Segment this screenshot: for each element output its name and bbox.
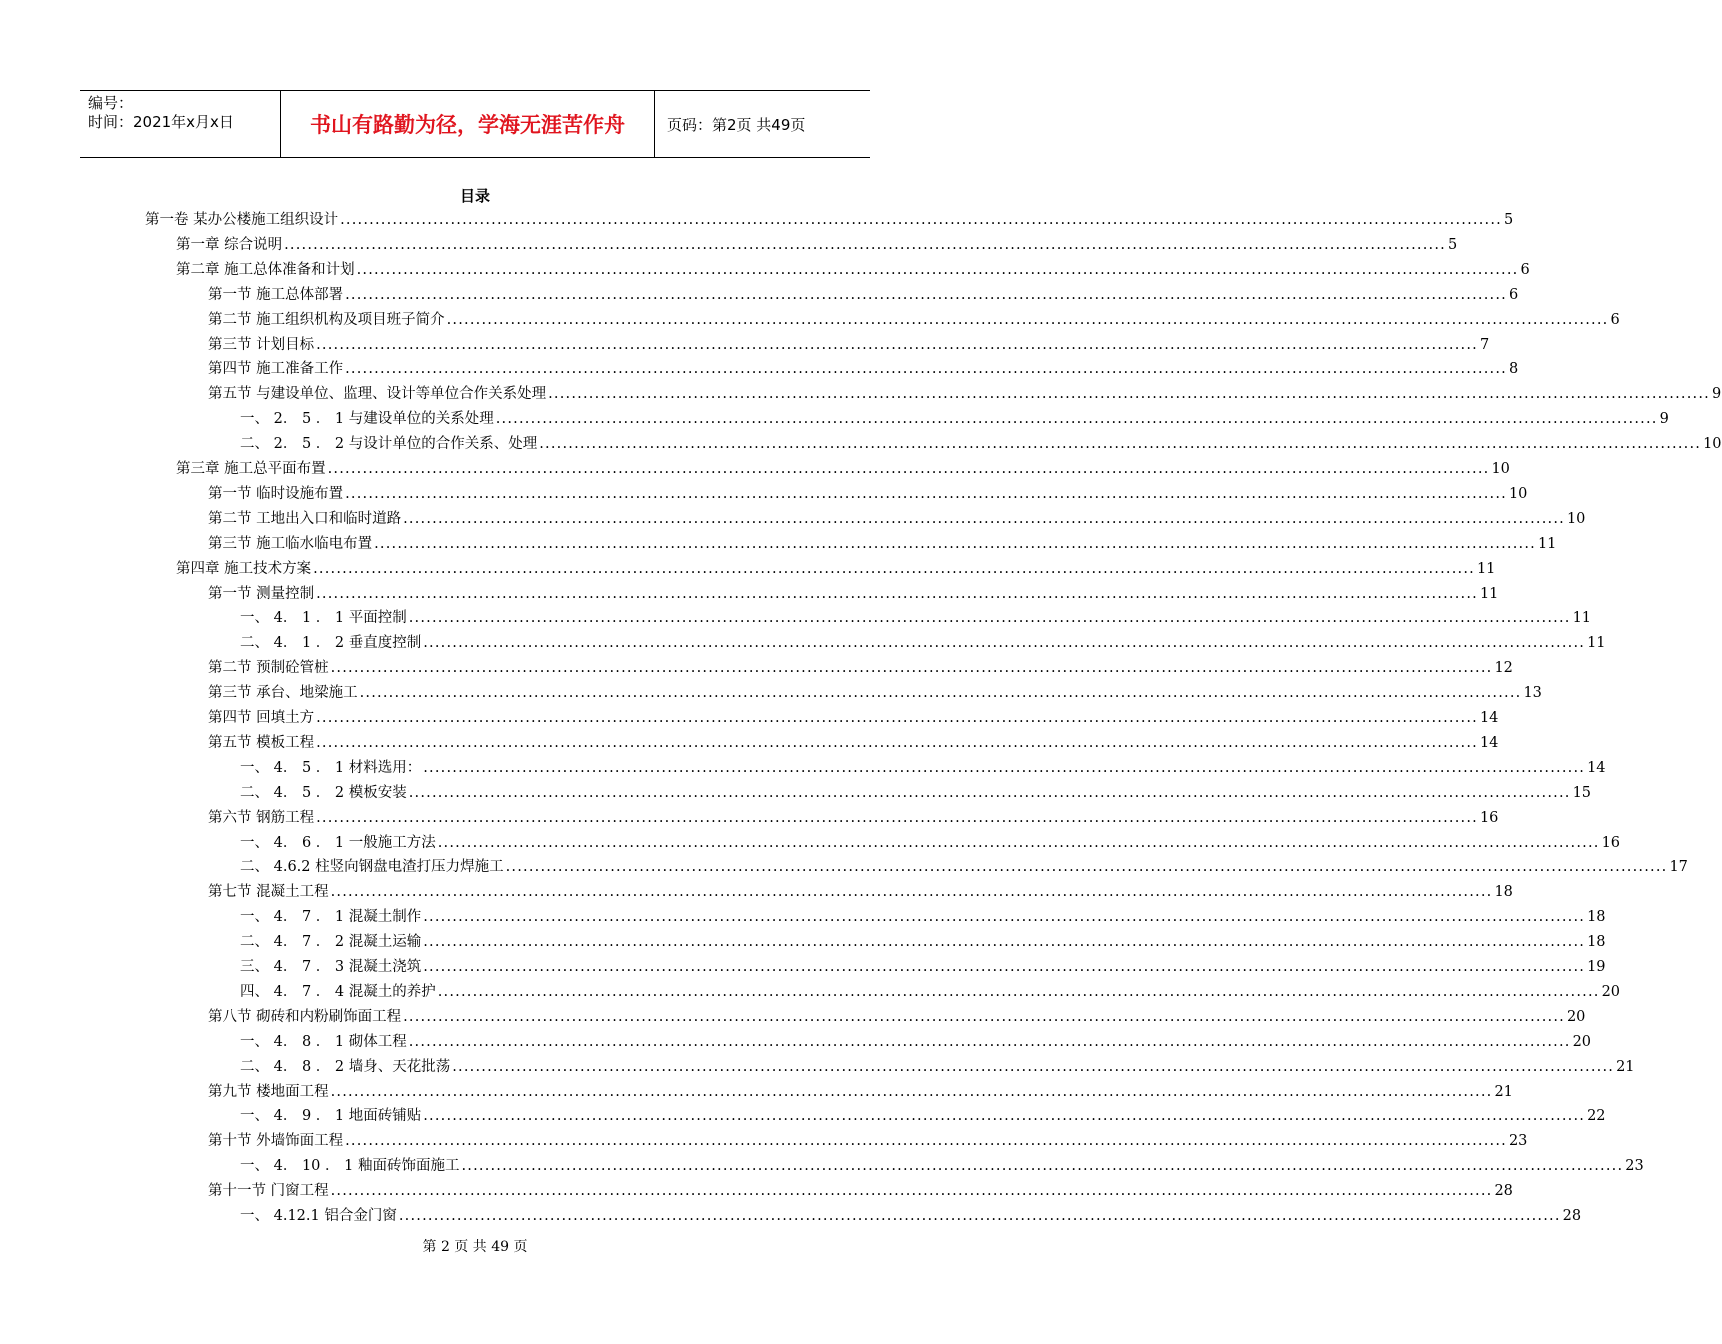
toc-dot-leader: ........................................................................................................................................................................................................ [548,386,1710,403]
toc-entry[interactable] [208,283,1519,308]
toc-entry[interactable] [240,606,1592,631]
toc-dot-leader: ........................................................................................................................................................................................................ [423,934,1586,951]
toc-entry[interactable] [240,905,1606,930]
toc-entry-page: 23 [1508,1133,1528,1150]
toc-dot-leader: ........................................................................................................................................................................................................ [345,361,1507,378]
toc-entry-page: 21 [1616,1058,1635,1075]
toc-entry-title: 第三节 承台、地梁施工 [208,685,358,702]
toc-entry-title: 第二节 预制砼管桩 [208,660,329,677]
toc-entry-page: 11 [1537,535,1557,552]
toc-entry-title: 一、 2． 5 ． 1 与建设单位的关系处理 [240,411,494,428]
toc-entry-title: 第十节 外墙饰面工程 [208,1133,344,1150]
toc-entry-page: 11 [1587,635,1606,652]
toc-entry-title: 第二节 工地出入口和临时道路 [208,510,402,527]
page-footer: 第 2 页 共 49 页 [422,1239,528,1255]
toc-dot-leader: ........................................................................................................................................................................................................ [423,635,1586,652]
toc-entry[interactable] [176,233,1458,258]
toc-dot-leader: ........................................................................................................................................................................................................ [423,959,1586,975]
toc-entry-title: 三、 4． 7 ． 3 混凝土浇筑 [240,959,422,975]
toc-dot-leader: ........................................................................................................................................................................................................ [316,585,1478,602]
toc-entry-title: 二、 4． 1 ． 2 垂直度控制 [240,635,422,652]
toc-dot-leader: ........................................................................................................................................................................................................ [340,212,1502,228]
toc-entry-title: 一、 4． 1 ． 1 平面控制 [240,610,407,627]
toc-entry-page: 11 [1479,585,1499,602]
toc-entry-title: 第二章 施工总体准备和计划 [176,261,355,278]
toc-dot-leader: ........................................................................................................................................................................................................ [461,1158,1624,1175]
toc-entry-page: 5 [1503,212,1514,228]
toc-entry-title: 第四章 施工技术方案 [176,560,312,577]
toc-entry[interactable] [208,382,1722,407]
toc-dot-leader: ........................................................................................................................................................................................................ [345,286,1507,303]
header-page-info: 页码：第2页 共49页 [667,115,806,134]
toc-entry-page: 23 [1625,1158,1644,1175]
toc-entry-page: 10 [1491,461,1510,477]
toc-entry-page: 6 [1508,286,1519,303]
toc-entry-page: 18 [1587,934,1606,951]
toc-dot-leader: ........................................................................................................................................................................................................ [408,784,1571,801]
toc-entry-page: 10 [1508,485,1528,502]
toc-entry[interactable] [208,880,1513,905]
toc-entry-title: 第四节 回填土方 [208,710,315,726]
toc-entry[interactable] [240,1055,1635,1080]
toc-entry[interactable] [240,407,1669,432]
header-meta [80,91,281,157]
toc-title: 目录 [459,187,490,205]
toc-entry-title: 第九节 楼地面工程 [208,1083,329,1100]
toc-entry[interactable] [208,731,1499,756]
toc-entry-page: 20 [1601,983,1621,1000]
toc-entry[interactable] [208,1080,1513,1105]
toc-entry-page: 5 [1447,236,1458,253]
toc-entry-title: 第八节 砌砖和内粉刷饰面工程 [208,1008,402,1025]
toc-entry[interactable] [240,432,1722,457]
header-slogan: 书山有路勤为径，学海无涯苦作舟 [281,91,655,157]
toc-dot-leader: ........................................................................................................................................................................................................ [423,1108,1586,1125]
toc-dot-leader: ........................................................................................................................................................................................................ [403,1008,1565,1025]
toc-entry-page: 12 [1494,660,1513,677]
toc-dot-leader: ........................................................................................................................................................................................................ [452,1058,1615,1075]
toc-dot-leader: ........................................................................................................................................................................................................ [356,261,1519,278]
toc-entry-title: 一、 4． 6 ． 1 一般施工方法 [240,834,436,851]
toc-dot-leader: ........................................................................................................................................................................................................ [330,1083,1493,1100]
toc-dot-leader: ........................................................................................................................................................................................................ [316,734,1478,751]
toc-entry[interactable] [240,831,1621,856]
toc-dot-leader: ........................................................................................................................................................................................................ [330,660,1493,677]
toc-entry-page: 9 [1659,411,1669,428]
toc-dot-leader: ........................................................................................................................................................................................................ [408,1033,1571,1050]
toc-entry-page: 10 [1566,510,1586,527]
toc-entry-page: 8 [1508,361,1519,378]
toc-dot-leader: ........................................................................................................................................................................................................ [316,710,1478,726]
toc-entry[interactable] [240,756,1606,781]
toc-entry[interactable] [240,1154,1644,1179]
toc-entry[interactable] [208,1005,1586,1030]
toc-entry-title: 第五节 与建设单位、监理、设计等单位合作关系处理 [208,386,547,403]
toc-entry-title: 第三节 计划目标 [208,336,315,353]
toc-dot-leader: ........................................................................................................................................................................................................ [423,909,1586,926]
toc-dot-leader: ........................................................................................................................................................................................................ [316,336,1478,353]
toc-dot-leader: ........................................................................................................................................................................................................ [359,685,1522,702]
toc-entry[interactable] [145,208,1514,233]
toc-entry[interactable] [208,806,1499,831]
toc-entry-title: 二、 2． 5 ． 2 与设计单位的合作关系、处理 [240,436,538,453]
toc-dot-leader: ........................................................................................................................................................................................................ [284,236,1446,253]
toc-entry-page: 13 [1523,685,1542,702]
toc-entry-title: 一、 4． 8 ． 1 砌体工程 [240,1033,407,1050]
toc-entry[interactable] [208,1129,1528,1154]
toc-entry-page: 6 [1520,261,1530,278]
toc-dot-leader: ........................................................................................................................................................................................................ [313,560,1475,577]
toc-entry-page: 28 [1494,1183,1513,1200]
toc-entry-title: 第一节 测量控制 [208,585,315,602]
toc-entry-title: 一、 4． 5 ． 1 材料选用： [240,759,422,776]
toc-entry[interactable] [240,781,1592,806]
number-label: 编号： [88,94,134,112]
toc-dot-leader: ........................................................................................................................................................................................................ [345,1133,1507,1150]
toc-entry-title: 第五节 模板工程 [208,734,315,751]
toc-dot-leader: ........................................................................................................................................................................................................ [330,884,1493,901]
toc-entry-page: 22 [1587,1108,1606,1125]
date-label: 时间：2021年x月x日 [88,113,234,131]
toc-dot-leader: ........................................................................................................................................................................................................ [446,311,1609,328]
toc-entry[interactable] [176,258,1530,283]
toc-entry-title: 第四节 施工准备工作 [208,361,344,378]
toc-entry[interactable] [208,1179,1513,1204]
toc-entry-title: 第六节 钢筋工程 [208,809,315,826]
toc-entry-page: 6 [1610,311,1620,328]
toc-dot-leader: ........................................................................................................................................................................................................ [437,834,1600,851]
toc-entry[interactable] [240,980,1621,1005]
toc-dot-leader: ........................................................................................................................................................................................................ [316,809,1478,826]
toc-entry-title: 第一节 施工总体部署 [208,286,344,303]
toc-dot-leader: ........................................................................................................................................................................................................ [327,461,1490,477]
toc-entry[interactable] [240,855,1688,880]
toc-entry-title: 二、 4.6.2 柱竖向钢盘电渣打压力焊施工 [240,859,504,876]
toc-entry-title: 四、 4． 7 ． 4 混凝土的养护 [240,983,436,1000]
toc-entry[interactable] [240,1104,1606,1129]
toc-entry-page: 18 [1494,884,1513,901]
toc-entry[interactable] [208,582,1499,607]
toc-dot-leader: ........................................................................................................................................................................................................ [495,411,1658,428]
toc-entry[interactable] [208,706,1499,731]
toc-entry-page: 28 [1562,1208,1582,1224]
toc-entry-title: 一、 4． 10 ． 1 釉面砖饰面施工 [240,1158,460,1175]
toc-dot-leader: ........................................................................................................................................................................................................ [423,759,1586,776]
toc-entry-page: 14 [1479,710,1499,726]
toc-entry[interactable] [240,1030,1592,1055]
toc-entry[interactable] [208,357,1519,382]
toc-dot-leader: ........................................................................................................................................................................................................ [505,859,1668,876]
toc-entry-title: 一、 4.12.1 铝合金门窗 [240,1208,397,1224]
toc-dot-leader: ........................................................................................................................................................................................................ [374,535,1536,552]
toc-entry[interactable] [240,1204,1582,1229]
toc-entry-title: 二、 4． 7 ． 2 混凝土运输 [240,934,422,951]
toc-entry-page: 14 [1479,734,1499,751]
toc-entry-page: 10 [1703,436,1722,453]
toc-entry[interactable] [208,681,1542,706]
toc-entry-page: 16 [1479,809,1499,826]
toc-entry-title: 第二节 施工组织机构及项目班子简介 [208,311,445,328]
toc-entry-title: 第一卷 某办公楼施工组织设计 [145,212,339,228]
toc-entry[interactable] [240,930,1606,955]
toc-entry-title: 第三章 施工总平面布置 [176,461,326,477]
toc-entry-page: 20 [1572,1033,1592,1050]
toc-dot-leader: ........................................................................................................................................................................................................ [539,436,1702,453]
toc-entry[interactable] [240,955,1606,980]
toc-entry-title: 二、 4． 5 ． 2 模板安装 [240,784,407,801]
toc-entry-title: 第七节 混凝土工程 [208,884,329,901]
toc-entry-title: 一、 4． 7 ． 1 混凝土制作 [240,909,422,926]
toc-entry-page: 14 [1587,759,1606,776]
toc-entry-page: 16 [1601,834,1621,851]
toc-entry-title: 一、 4． 9 ． 1 地面砖铺贴 [240,1108,422,1125]
toc-entry-page: 11 [1476,560,1496,577]
toc-entry-page: 19 [1587,959,1606,975]
toc-entry-page: 17 [1669,859,1688,876]
toc-entry-title: 第十一节 门窗工程 [208,1183,329,1200]
toc-dot-leader: ........................................................................................................................................................................................................ [345,485,1507,502]
toc-entry-title: 第一节 临时设施布置 [208,485,344,502]
toc-entry-page: 18 [1587,909,1606,926]
toc-entry-page: 7 [1479,336,1490,353]
toc-entry-title: 二、 4． 8 ． 2 墙身、天花批荡 [240,1058,451,1075]
toc-entry[interactable] [208,507,1586,532]
toc-entry[interactable] [208,308,1620,333]
toc-dot-leader: ........................................................................................................................................................................................................ [408,610,1571,627]
toc-dot-leader: ........................................................................................................................................................................................................ [403,510,1565,527]
toc-entry-page: 20 [1566,1008,1586,1025]
toc-entry-page: 15 [1572,784,1592,801]
toc-dot-leader: ........................................................................................................................................................................................................ [330,1183,1493,1200]
toc-entry-page: 9 [1711,386,1722,403]
toc-entry[interactable] [208,482,1528,507]
toc-entry[interactable] [176,457,1510,482]
toc-entry[interactable] [208,656,1513,681]
toc-dot-leader: ........................................................................................................................................................................................................ [437,983,1600,1000]
document-header [80,90,870,158]
toc-entry-page: 21 [1494,1083,1513,1100]
toc-entry[interactable] [176,557,1496,582]
toc-entry[interactable] [208,333,1490,358]
toc-entry[interactable] [240,631,1606,656]
toc-entry-page: 11 [1572,610,1592,627]
toc-entry-title: 第三节 施工临水临电布置 [208,535,373,552]
toc-entry-title: 第一章 综合说明 [176,236,283,253]
toc-dot-leader: ........................................................................................................................................................................................................ [398,1208,1561,1224]
toc-entry[interactable] [208,532,1557,557]
